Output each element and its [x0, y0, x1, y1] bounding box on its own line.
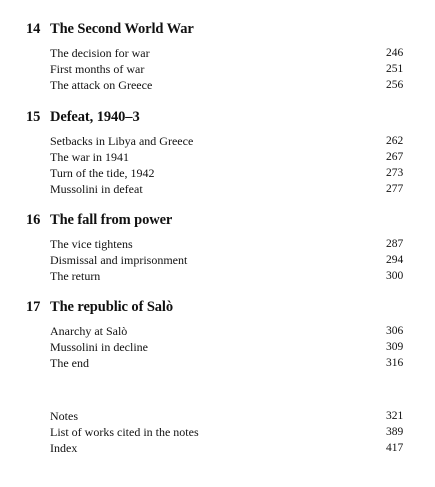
chapter-number: 16 — [26, 212, 41, 228]
entry-page-number: 300 — [386, 270, 404, 282]
entry-page-number: 321 — [386, 410, 404, 422]
entry-label: The attack on Greece — [50, 78, 153, 92]
chapter-title: The fall from power — [50, 212, 173, 228]
toc-entry[interactable] — [50, 323, 406, 339]
toc-entry[interactable] — [50, 252, 406, 268]
entry-page-number: 256 — [386, 79, 404, 91]
entry-page-number: 262 — [386, 135, 404, 147]
toc-entry[interactable] — [50, 77, 406, 93]
toc-entry[interactable] — [50, 61, 406, 77]
chapter-17 — [26, 298, 406, 371]
entry-label: Anarchy at Salò — [50, 324, 128, 338]
toc-entry[interactable] — [50, 165, 406, 181]
entry-label: The vice tightens — [50, 237, 133, 251]
toc-entry-index[interactable] — [50, 440, 406, 456]
back-matter-list — [50, 408, 406, 456]
toc-entry[interactable] — [50, 268, 406, 284]
toc-entry[interactable] — [50, 236, 406, 252]
chapter-number: 17 — [26, 299, 41, 315]
toc-entry[interactable] — [50, 339, 406, 355]
entry-label: Mussolini in defeat — [50, 182, 143, 196]
entry-label: Index — [50, 441, 78, 455]
toc-entry[interactable] — [50, 149, 406, 165]
entry-label: The war in 1941 — [50, 150, 129, 164]
entry-label: Turn of the tide, 1942 — [50, 166, 155, 180]
entry-page-number: 251 — [386, 63, 404, 75]
entry-page-number: 246 — [386, 47, 404, 59]
entry-label: Dismissal and imprisonment — [50, 253, 188, 267]
entry-label: First months of war — [50, 62, 145, 76]
section-list — [50, 323, 406, 371]
entry-label: The return — [50, 269, 101, 283]
chapter-16 — [26, 211, 406, 284]
toc-entry[interactable] — [50, 133, 406, 149]
chapter-heading — [26, 20, 406, 38]
entry-page-number: 277 — [386, 183, 404, 195]
entry-label: The end — [50, 356, 89, 370]
chapter-number: 15 — [26, 109, 41, 125]
chapter-title: The republic of Salò — [50, 299, 174, 315]
entry-label: Notes — [50, 409, 78, 423]
chapter-number: 14 — [26, 21, 41, 37]
entry-page-number: 309 — [386, 341, 404, 353]
chapter-heading — [26, 298, 406, 316]
entry-page-number: 273 — [386, 167, 404, 179]
chapter-title: The Second World War — [50, 21, 194, 37]
entry-page-number: 389 — [386, 426, 404, 438]
entry-label: List of works cited in the notes — [50, 425, 199, 439]
chapter-title: Defeat, 1940–3 — [50, 109, 140, 125]
toc-entry-notes[interactable] — [50, 408, 406, 424]
chapter-heading — [26, 211, 406, 229]
entry-label: The decision for war — [50, 46, 150, 60]
entry-page-number: 316 — [386, 357, 404, 369]
chapter-15 — [26, 108, 406, 197]
entry-page-number: 306 — [386, 325, 404, 337]
toc-entry-works-cited[interactable] — [50, 424, 406, 440]
entry-page-number: 267 — [386, 151, 404, 163]
entry-label: Setbacks in Libya and Greece — [50, 134, 194, 148]
toc-entry[interactable] — [50, 355, 406, 371]
entry-page-number: 287 — [386, 238, 404, 250]
entry-page-number: 417 — [386, 442, 404, 454]
entry-label: Mussolini in decline — [50, 340, 148, 354]
toc-entry[interactable] — [50, 181, 406, 197]
section-list — [50, 133, 406, 197]
back-matter — [50, 408, 406, 456]
entry-page-number: 294 — [386, 254, 404, 266]
toc-entry[interactable] — [50, 45, 406, 61]
section-list — [50, 236, 406, 284]
chapter-heading — [26, 108, 406, 126]
chapter-14 — [26, 20, 406, 93]
section-list — [50, 45, 406, 93]
